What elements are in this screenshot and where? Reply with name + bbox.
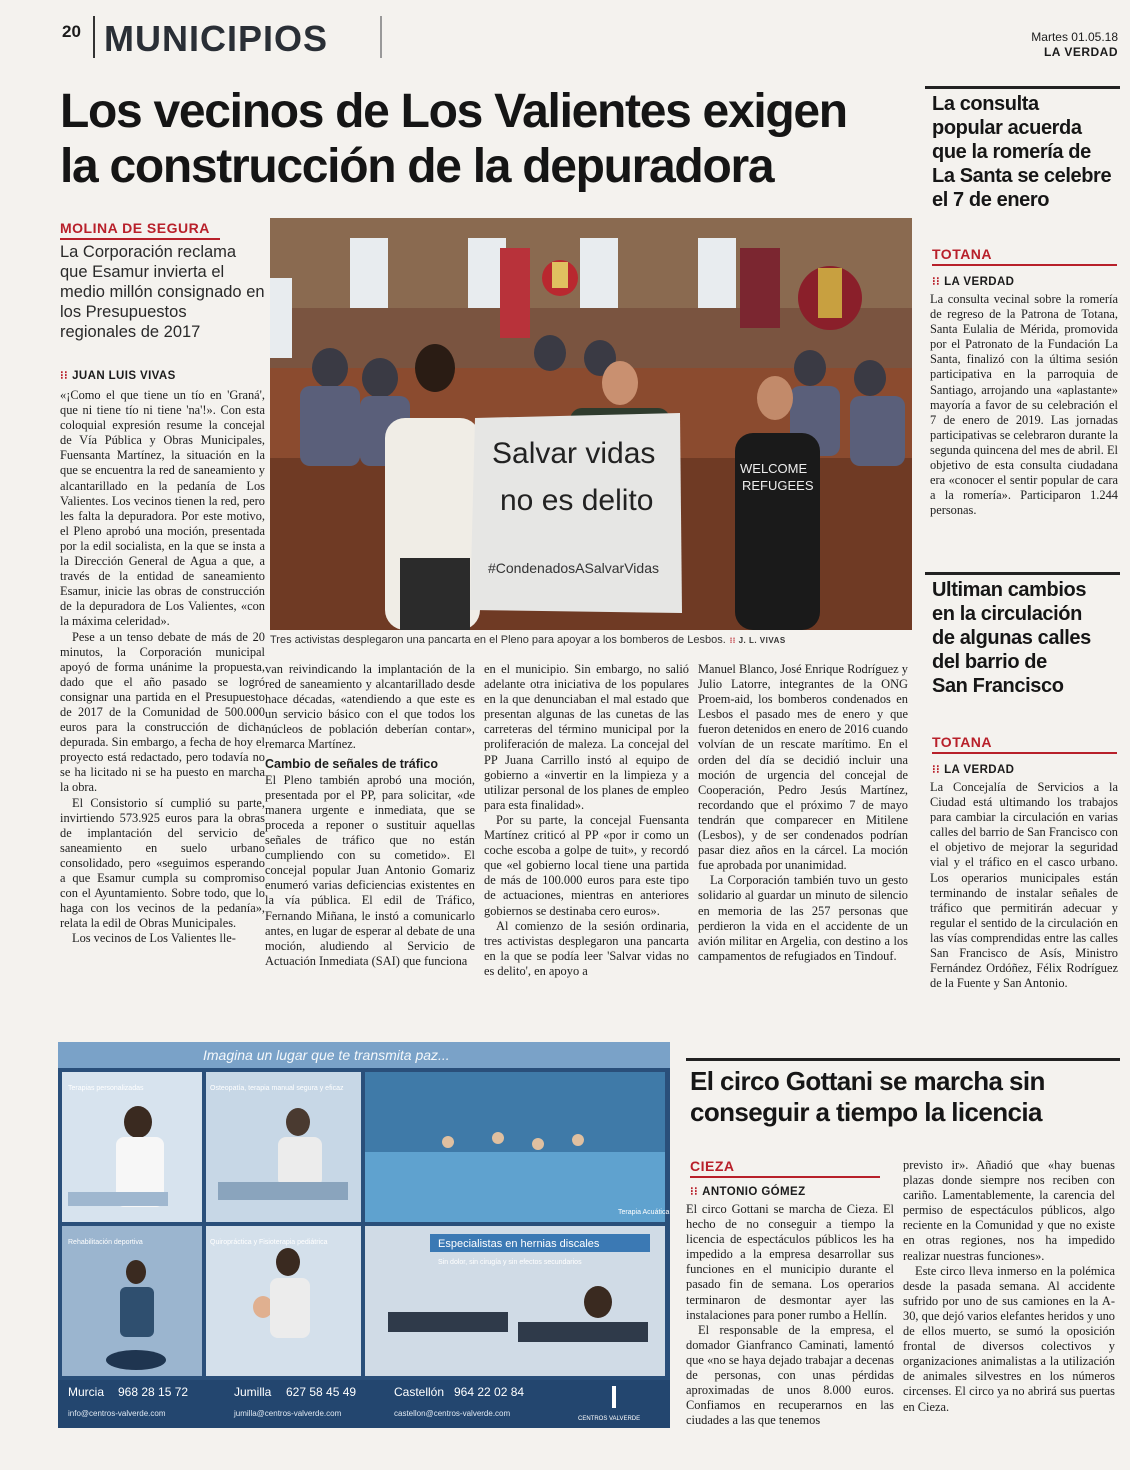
ad-label-4: Quiropráctica y Fisioterapia pediátrica: [210, 1239, 328, 1246]
circo-headline-line: conseguir a tiempo la licencia: [690, 1097, 1042, 1127]
ad-city-castellon: Castellón: [394, 1385, 445, 1399]
shirt-text-2: REFUGEES: [742, 478, 814, 493]
main-byline: [60, 368, 176, 382]
byline-dots-icon: ⁝⁝: [932, 764, 941, 776]
main-column-1: [60, 388, 265, 946]
sidebar-2-headline-line: Ultiman cambios: [932, 579, 1087, 601]
circo-location-rule: [690, 1176, 880, 1178]
banner-hashtag: #CondenadosASalvarVidas: [488, 560, 659, 576]
shirt-text-1: WELCOME: [740, 461, 808, 476]
sidebar-1-location-rule: [932, 264, 1117, 266]
ad-brand: CENTROS VALVERDE: [578, 1416, 641, 1422]
main-paragraph: Pese a un tenso debate de más de 20 minutos, la Corporación municipal apoyó de forma unánime la propuesta, dado que el año pasado se logró consignar una partida en el Presupuesto de 2017 de la Comunidad de 500.000 euros para la construcción de dicha depurada. Sin embargo, a fecha de hoy el proyecto está redactado, pero todavía no se ha licitado ni se ha puesto en marcha la obra.: [60, 629, 265, 795]
main-subheading: Cambio de señales de tráfico: [265, 756, 438, 771]
circo-location: CIEZA: [690, 1158, 735, 1174]
circo-paragraph: El responsable de la empresa, el domador Gianfranco Caminati, lamentó que «no se haya dejado trabajar a decenas de personas, con unas pérdidas aproximadas de unos 8.000 euros. Confiamos en recuperarnos en las ciudades a las que tenemos: [686, 1322, 894, 1428]
ad-phone-murcia: 968 28 15 72: [118, 1385, 189, 1399]
ad-spec-subtitle: Sin dolor, sin cirugía y sin efectos secundarios: [438, 1259, 582, 1266]
circo-rule: [686, 1058, 1120, 1061]
sidebar-1-headline-line: que la romería de: [932, 141, 1091, 163]
main-column-4: [698, 662, 908, 964]
circo-headline: [690, 1066, 1110, 1128]
ad-label-1: Terapias personalizadas: [68, 1085, 144, 1092]
main-paragraph: van reivindicando la implantación de la red de saneamiento y alcantarillado desde hace décadas, «atendiendo a que este es un servicio básico con el que todos los núcleos de población deberían contar», remarca Martínez.: [265, 662, 475, 752]
byline-dots-icon: ⁝⁝: [60, 370, 69, 382]
banner-line-1: Salvar vidas: [492, 437, 656, 470]
sidebar-2-rule: [925, 572, 1120, 575]
byline-dots-icon: ⁝⁝: [932, 276, 941, 288]
sidebar-2-location: TOTANA: [932, 734, 993, 750]
plenary-photo-illustration: [270, 218, 912, 630]
photo-credit: [730, 636, 786, 645]
circo-byline-name: ANTONIO GÓMEZ: [702, 1186, 806, 1198]
sidebar-2-body: [930, 780, 1118, 991]
sidebar-2-headline-line: en la circulación: [932, 603, 1082, 625]
circo-paragraph: El circo Gottani se marcha de Cieza. El hecho de no conseguir a tiempo la licencia de espectáculos públicos les ha impedido a la empresa desarrollar sus funciones en el municipio durante el pasado fin de semana. Los operarios terminaron de desmontar ayer las instalaciones para poner rumbo a Hellín.: [686, 1202, 894, 1322]
main-column-2: [265, 662, 475, 969]
newspaper-name: LA VERDAD: [1043, 45, 1118, 59]
photo-caption: [270, 634, 915, 646]
sidebar-1-headline-line: La consulta: [932, 93, 1039, 115]
ad-phone-castellon: 964 22 02 84: [454, 1385, 525, 1399]
circo-byline: [690, 1184, 806, 1198]
sidebar-2-headline-line: de algunas calles: [932, 627, 1091, 649]
main-paragraph: en el municipio. Sin embargo, no salió adelante otra iniciativa de los populares en la que denunciaban el mal estado que presentan algunas de las cunetas de las carreteras del término municipal por la proliferación de maleza. La concejal del PP Juana Carrillo instó al equipo de gobierno a «invertir en la limpieza y a utilizar personal de los planes de empleo para esta finalidad».: [484, 662, 689, 812]
main-paragraph: El Consistorio sí cumplió su parte, invirtiendo 573.925 euros para la obras de implantación del servicio de saneamiento en suelo urbano consolidado, pero «seguimos esperando a que Esamur cumpla su compromiso con el Ayuntamiento. Sobre todo, que lo haga con los vecinos de la pedanía», relata la edil de Obras Municipales.: [60, 795, 265, 931]
issue-date: [1031, 30, 1118, 60]
main-headline-line-1: Los vecinos de Los Valientes exigen: [60, 85, 847, 138]
main-photo: [270, 218, 912, 630]
main-paragraph: Al comienzo de la sesión ordinaria, tres activistas desplegaron una pancarta en la que se podía leer 'Salvar vidas no es delito', en apoyo a: [484, 918, 689, 978]
section-title: MUNICIPIOS: [104, 18, 329, 59]
date-text: Martes 01.05.18: [1031, 30, 1118, 44]
brand-logo-icon: [612, 1386, 616, 1408]
advertisement: [58, 1042, 670, 1428]
main-paragraph: Los vecinos de Los Valientes lle-: [72, 931, 236, 946]
main-headline: [60, 84, 920, 194]
ad-label-3: Terapia Acuática: [618, 1209, 670, 1216]
main-location-rule: [60, 238, 220, 240]
header-divider: [93, 16, 95, 58]
main-deck: La Corporación reclama que Esamur invierta el medio millón consignado en los Presupuestos regionales de 2017: [60, 243, 265, 341]
credit-dots-icon: ⁝⁝: [729, 636, 739, 645]
main-column-3: [484, 662, 689, 979]
main-location: MOLINA DE SEGURA: [60, 220, 210, 236]
circo-paragraph: previsto ir». Añadió que «hay buenas plazas donde siempre nos reciben con cariño. Lamentablemente, la carencia del permiso de espectáculos públicos, algo reciente en la Comunidad y que no existe en otras regiones, nos ha impedido realizar nuestras funciones».: [903, 1158, 1115, 1263]
main-byline-name: JUAN LUIS VIVAS: [72, 370, 176, 382]
sidebar-2-headline-line: San Francisco: [932, 675, 1064, 697]
sidebar-2-byline: [932, 762, 1014, 776]
byline-dots-icon: ⁝⁝: [690, 1186, 699, 1198]
sidebar-2-location-rule: [932, 752, 1117, 754]
ad-slogan: Imagina un lugar que te transmita paz...: [203, 1047, 450, 1063]
main-paragraph: Manuel Blanco, José Enrique Rodríguez y Julio Latorre, integrantes de la ONG Proem-aid, los bomberos condenados en Lesbos el pasado mes de enero y que fueron detenidos en enero de 2016 cuando volvían de un rescate marítimo. En el orden del día se decidió incluir una moción de urgencia del concejal de Cooperación, Pedro Jesús Martínez, recordando que el próximo 7 de mayo tendrán que comparecer en Mitilene (Lesbos), y de ser condenados podrían pasar diez años en la cárcel. La moción fue aprobada por unanimidad.: [698, 662, 908, 873]
ad-email-murcia: info@centros-valverde.com: [68, 1409, 166, 1418]
ad-label-2: Osteopatía, terapia manual segura y eficaz: [210, 1085, 344, 1092]
ad-artwork: [58, 1042, 670, 1428]
circo-column-1: [686, 1202, 894, 1428]
ad-spec-title: Especialistas en hernias discales: [438, 1238, 600, 1250]
sidebar-1-headline: [932, 92, 1122, 212]
main-paragraph: La Corporación también tuvo un gesto solidario al guardar un minuto de silencio en memoria de las 257 personas que perdieron la vida en el accidente de un avión militar en Argelia, con destino a los campamentos de refugiados en Tindouf.: [698, 873, 908, 963]
banner-line-2: no es delito: [500, 484, 654, 517]
sidebar-1-byline-name: LA VERDAD: [944, 276, 1015, 288]
ad-email-castellon: castellon@centros-valverde.com: [394, 1409, 511, 1418]
sidebar-1-location: TOTANA: [932, 246, 993, 262]
circo-headline-line: El circo Gottani se marcha sin: [690, 1066, 1045, 1096]
circo-column-2: [903, 1158, 1115, 1415]
sidebar-1-paragraph: La consulta vecinal sobre la romería de regreso de la Patrona de Totana, Santa Eulalia de Mérida, promovida por el Patronato de la Fundación La Santa, finalizó con la última sesión participativa en la parroquia de Santiago, arrojando una «aplastante» mayoría a favor de su celebración el 7 de enero de 2019. Las jornadas participativas se celebraron durante la segunda quincena del mes de abril. El objetivo de esta consulta ciudadana era «conocer el sentir popular de cara a la romería». Participaron 1.244 personas.: [930, 292, 1118, 518]
header-divider-right: [380, 16, 382, 58]
main-headline-line-2: la construcción de la depuradora: [60, 140, 774, 193]
ad-label-5: Rehabilitación deportiva: [68, 1239, 143, 1246]
ad-city-murcia: Murcia: [68, 1385, 105, 1399]
photo-caption-text: Tres activistas desplegaron una pancarta en el Pleno para apoyar a los bomberos de Lesbos.: [270, 634, 726, 646]
ad-phone-jumilla: 627 58 45 49: [286, 1385, 357, 1399]
page-number: 20: [62, 22, 81, 41]
sidebar-2-headline-line: del barrio de: [932, 651, 1047, 673]
photo-credit-name: J. L. VIVAS: [738, 636, 786, 645]
main-paragraph: El Pleno también aprobó una moción, presentada por el PP, para solicitar, «de manera urgente e inmediata, que se proceda a reponer o sustituir aquellas señales de tráfico que no están cumpliendo con su cometido». El concejal popular Juan Antonio Gomariz enumeró varias deficiencias existentes en la vía pública. El edil de Tráfico, Fernando Miñana, le instó a comunicarlo antes, en lugar de esperar al debate de una moción, aludiendo al Servicio de Actuación Inmediata (SAI) que funciona: [265, 772, 475, 968]
sidebar-2-byline-name: LA VERDAD: [944, 764, 1015, 776]
sidebar-1-rule: [925, 86, 1120, 89]
circo-paragraph: Este circo lleva inmerso en la polémica desde la pasada semana. Al accidente sufrido por uno de sus camiones en la A-30, que dejó varios elefantes heridos y uno de ellos muerto, se sumó la oposición frontal de diversos colectivos y organizaciones animalistas a la utilización de animales silvestres en los números circenses. El circo ya no abrirá sus puertas en Cieza.: [903, 1263, 1115, 1414]
sidebar-1-headline-line: La Santa se celebre: [932, 165, 1112, 187]
sidebar-1-byline: [932, 274, 1014, 288]
sidebar-1-headline-line: el 7 de enero: [932, 189, 1050, 211]
main-paragraph: «¡Como el que tiene un tío en 'Graná', que ni tiene tío ni tiene 'na'!». Con esta coloquial expresión resume la concejal de Vía Pública y Obras Municipales, Fuensanta Martínez, la situación en la que se encuentra la red de saneamiento y alcantarillado en la pedanía de Los Valientes. Los vecinos tienen la red, pero les falta la depuradora. Por este motivo, el Pleno aprobó una moción, presentada por la edil socialista, en la que se insta a la Dirección General de Agua a que, a través de la entidad de saneamiento Esamur, inicie las obras de construcción de la depuradora de Los Valientes, «con la máxima celeridad».: [60, 388, 265, 629]
ad-email-jumilla: jumilla@centros-valverde.com: [234, 1409, 342, 1418]
sidebar-1-body: [930, 292, 1118, 518]
sidebar-1-headline-line: popular acuerda: [932, 117, 1082, 139]
main-paragraph: Por su parte, la concejal Fuensanta Martínez criticó al PP «por ir como un coche escoba a golpe de tuit», y recordó que «el gobierno local tiene una partida de más de 100.000 euros para este tipo de actuaciones, mientras en anteriores gobiernos se destinaba cero euros».: [484, 812, 689, 918]
ad-city-jumilla: Jumilla: [234, 1385, 272, 1399]
sidebar-2-headline: [932, 578, 1122, 698]
sidebar-2-paragraph: La Concejalía de Servicios a la Ciudad está ultimando los trabajos para cambiar la circulación en varias calles del barrio de San Francisco con el objetivo de mejorar la seguridad vial y el tráfico en el casco urbano. Los operarios municipales están terminando de instalar señales de tráfico que permitirán adecuar y regular el sentido de la circulación en las vías comprendidas entre las calles San Francisco de Asís, Ministro Fernández Ordóñez, Félix Rodríguez de la Fuente y San Antonio.: [930, 780, 1118, 991]
